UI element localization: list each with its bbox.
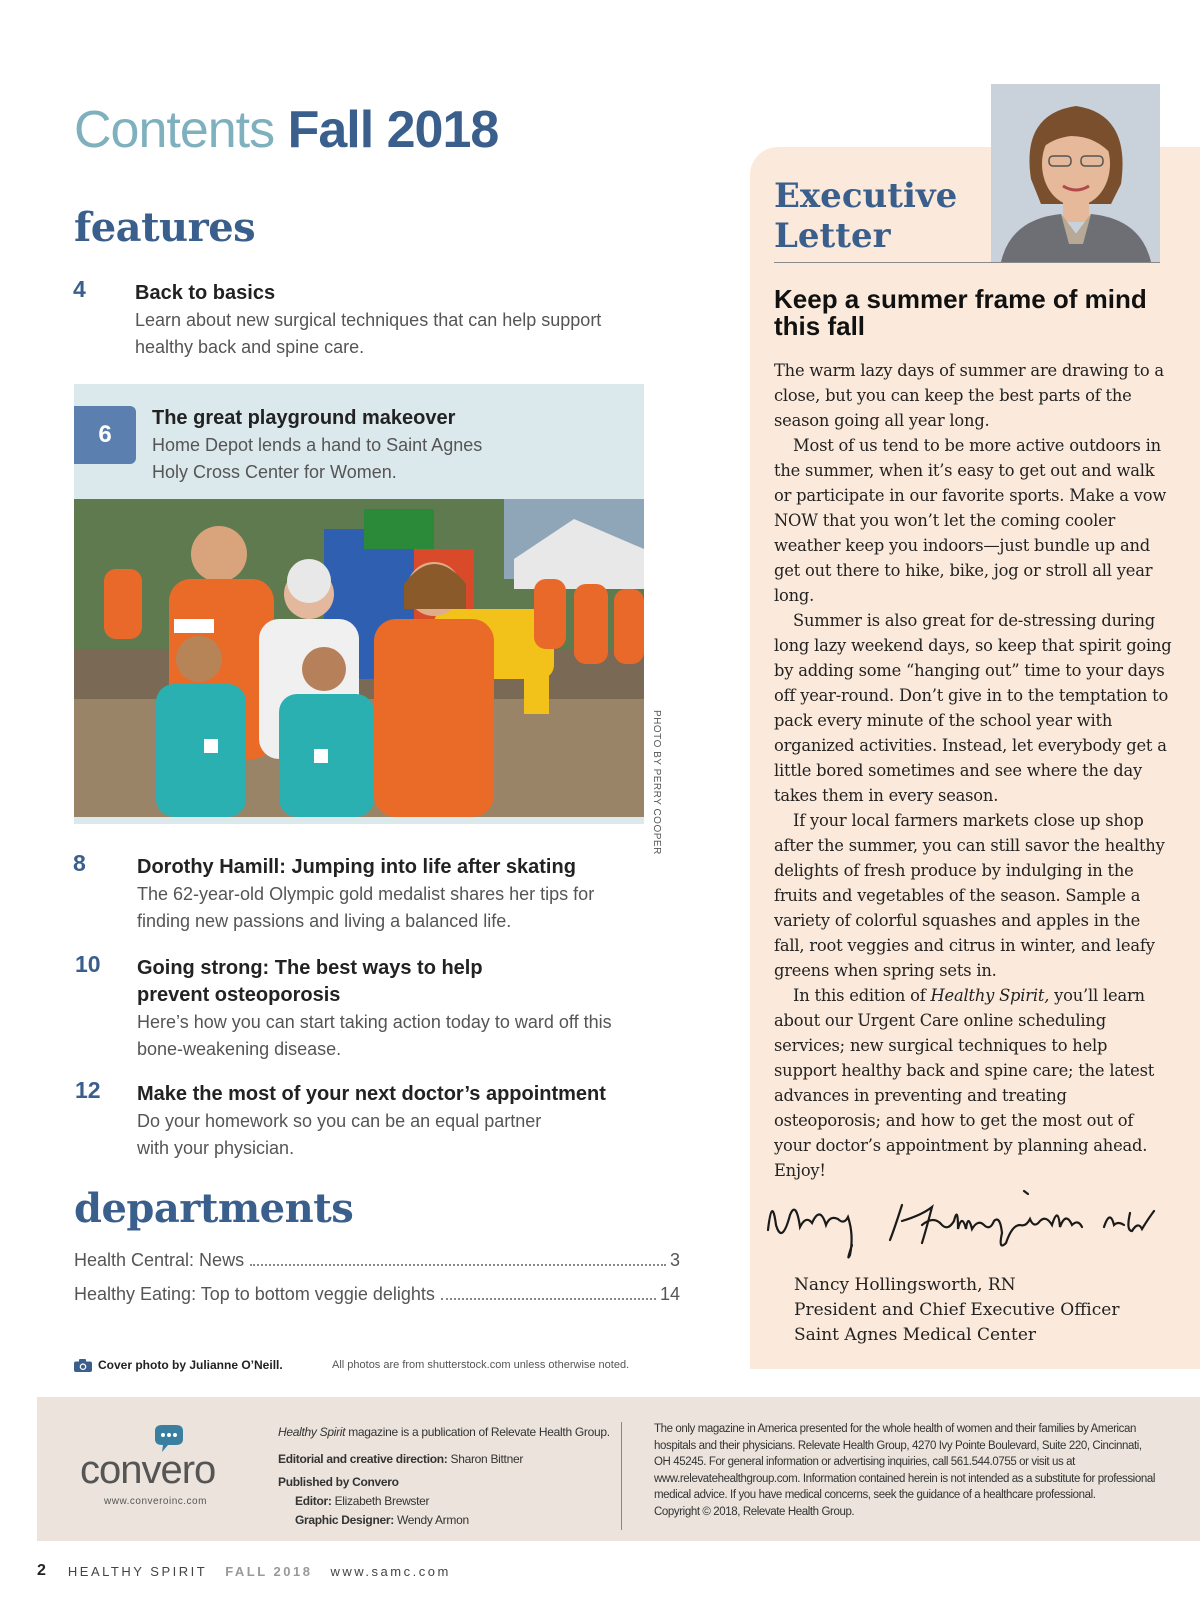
department-label: Health Central: News [74, 1250, 245, 1270]
editorial-credit: Editorial and creative direction: Sharon Bittner [278, 1452, 524, 1466]
masthead-credits [278, 1423, 610, 1530]
footer-url[interactable]: www.samc.com [330, 1563, 451, 1579]
editor-credit: Editor: Elizabeth Brewster [295, 1494, 430, 1508]
featured-page-badge: 6 [74, 406, 136, 464]
executive-letter-heading [774, 176, 957, 256]
department-item[interactable] [74, 1250, 680, 1271]
photos-source-note: All photos are from shutterstock.com unless otherwise noted. [332, 1359, 630, 1371]
dot-leader [250, 1264, 666, 1266]
feature-item-featured[interactable] [152, 401, 632, 486]
letter-body [774, 358, 1174, 1183]
copyright-text: Copyright © 2018, Relevate Health Group. [654, 1505, 855, 1518]
photo-credit: PHOTO BY PERRY COOPER [651, 710, 662, 855]
letter-paragraph: If your local farmers markets close up shop after the summer, you can still savor the healthy delights of fresh produce by indulging in the fruits and vegetables of the season. Sample a variety of colorful squashes and apples in the fall, root veggies and citrus in winter, and leafy greens when spring sets in. [774, 811, 1165, 980]
letter-paragraph: Most of us tend to be more active outdoors in the summer, when it’s easy to get out and walk or participate in our favorite sports. Make a vow NOW that you won’t let the coming cooler weather keep you indoors—just bundle up and get out there to hike, bike, jog or stroll all year long. [774, 436, 1167, 605]
executive-letter-heading-line2: Letter [774, 216, 891, 256]
feature-desc: Here’s how you can start taking action today to ward off this bone-weakening disease. [137, 1012, 612, 1059]
page-title [74, 100, 498, 160]
feature-title-line1: Going strong: The best ways to help [137, 957, 483, 979]
feature-desc: Home Depot lends a hand to Saint Agnes Holy Cross Center for Women. [152, 435, 483, 482]
department-page: 14 [659, 1284, 680, 1304]
feature-page: 4 [73, 276, 86, 302]
letter-title: Keep a summer frame of mind this fall [774, 284, 1147, 341]
departments-heading: departments [74, 1185, 354, 1232]
feature-page: 12 [75, 1077, 101, 1103]
cover-photo-note [74, 1358, 283, 1372]
feature-title: Back to basics [135, 282, 276, 304]
feature-desc: The 62-year-old Olympic gold medalist shares her tips for finding new passions and living a balanced life. [137, 884, 595, 931]
feature-item[interactable] [75, 951, 665, 1066]
masthead-divider [621, 1422, 622, 1530]
features-heading: features [74, 204, 256, 251]
heading-rule [774, 262, 1160, 263]
signature-block [794, 1273, 1119, 1348]
executive-letter-heading-line1: Executive [774, 176, 958, 216]
dot-leader [441, 1298, 656, 1300]
letter-paragraph: Summer is also great for de-stressing during long lazy weekend days, so keep that spirit going by adding some “hanging out” time to your days off year-round. Don’t give in to the temptation to pack every minute of the school year with organized activities. Instead, let everybody get a little bored sometimes and see where the day takes them in every season. [774, 611, 1172, 805]
feature-title: The great playground makeover [152, 407, 456, 429]
signature-icon [762, 1185, 1162, 1265]
cover-photo-credit: Cover photo by Julianne O’Neill. [98, 1358, 283, 1372]
signer-org: Saint Agnes Medical Center [794, 1325, 1037, 1345]
title-contents: Contents [74, 101, 275, 159]
footer-magazine: HEALTHY SPIRIT [67, 1563, 208, 1579]
masthead-disclaimer [654, 1421, 1159, 1520]
camera-icon [74, 1359, 92, 1372]
letter-paragraph: In this edition of Healthy Spirit, you’ll learn about our Urgent Care online scheduling services; new surgical techniques to help support healthy back and spine care; the latest advances in preventing and treating osteoporosis; and how to get the most out of your doctor’s appointment by planning ahead. Enjoy! [774, 986, 1155, 1180]
feature-item[interactable] [73, 850, 663, 940]
signer-title: President and Chief Executive Officer [794, 1300, 1120, 1320]
logo-url[interactable]: www.converoinc.com [104, 1496, 207, 1507]
published-by: Published by Convero [278, 1475, 399, 1489]
playground-photo-illustration [74, 499, 644, 817]
feature-desc: Do your homework so you can be an equal partner with your physician. [137, 1111, 542, 1158]
executive-portrait [991, 84, 1160, 262]
portrait-illustration [991, 84, 1160, 262]
handwritten-signature [762, 1185, 1162, 1265]
logo-wordmark: convero [80, 1448, 216, 1492]
title-season: Fall 2018 [287, 101, 499, 159]
department-item[interactable] [74, 1284, 680, 1305]
feature-item[interactable] [73, 276, 633, 356]
feature-page: 8 [73, 850, 86, 876]
publication-note: Healthy Spirit magazine is a publication of Relevate Health Group. [278, 1425, 610, 1439]
page-footer [37, 1562, 451, 1580]
footer-season: FALL 2018 [225, 1563, 313, 1579]
department-label: Healthy Eating: Top to bottom veggie delights [74, 1284, 435, 1304]
feature-title-line2: prevent osteoporosis [137, 984, 341, 1006]
feature-item[interactable] [75, 1077, 675, 1167]
designer-credit: Graphic Designer: Wendy Armon [295, 1513, 469, 1527]
feature-title: Dorothy Hamill: Jumping into life after skating [137, 856, 576, 878]
feature-title: Make the most of your next doctor’s appointment [137, 1083, 606, 1105]
department-page: 3 [669, 1250, 680, 1270]
playground-photo [74, 499, 644, 817]
signer-name: Nancy Hollingsworth, RN [794, 1275, 1016, 1295]
page-number: 2 [37, 1562, 46, 1579]
feature-page: 10 [75, 951, 101, 977]
letter-paragraph: The warm lazy days of summer are drawing to a close, but you can keep the best parts of the season going all year long. [774, 361, 1164, 430]
disclaimer-text: The only magazine in America presented for the whole health of women and their families by American hospitals and their physicians. Relevate Health Group, 4270 Ivy Pointe Boulevard, Suite 220, Cincinnati, OH 45245. For general information or advertising inquiries, call 561.544.0755 or visit us at www.relevatehealthgroup.com. Information contained herein is not intended as a substitute for professional medical advice. If you have medical concerns, seek the guidance of a healthcare professional. [654, 1423, 1155, 1501]
feature-desc: Learn about new surgical techniques that can help support healthy back and spine care. [135, 310, 602, 357]
